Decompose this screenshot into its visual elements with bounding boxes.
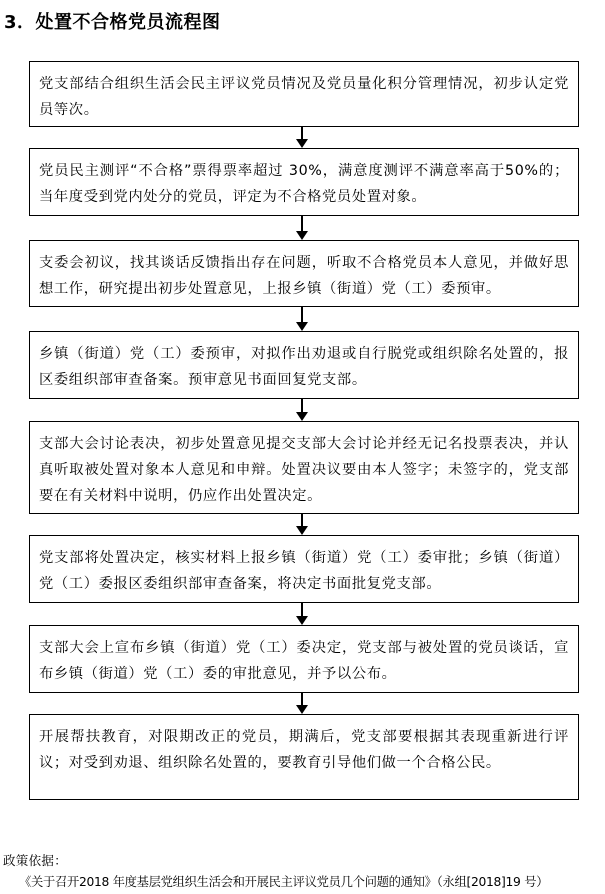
page-title: 3．处置不合格党员流程图	[4, 12, 221, 33]
flow-arrow-1	[296, 127, 308, 148]
policy-basis-document: 《关于召开2018 年度基层党组织生活会和开展民主评议党员几个问题的通知》（永组[2018]19 号）	[19, 875, 549, 889]
flow-step-8: 开展帮扶教育，对限期改正的党员，期满后，党支部要根据其表现重新进行评议；对受到劝退、组织除名处置的，要教育引导他们做一个合格公民。	[29, 714, 579, 800]
flow-step-5: 支部大会讨论表决，初步处置意见提交支部大会讨论并经无记名投票表决，并认真听取被处置对象本人意见和申辩。处置决议要由本人签字；未签字的，党支部要在有关材料中说明，仍应作出处置决定。	[29, 421, 579, 514]
flow-step-7: 支部大会上宣布乡镇（街道）党（工）委决定，党支部与被处置的党员谈话，宣布乡镇（街道）党（工）委的审批意见，并予以公布。	[29, 625, 579, 693]
flow-arrow-4	[296, 399, 308, 421]
flow-arrow-7	[296, 693, 308, 714]
flow-arrow-3	[296, 307, 308, 331]
flow-step-4: 乡镇（街道）党（工）委预审，对拟作出劝退或自行脱党或组织除名处置的，报区委组织部审查备案。预审意见书面回复党支部。	[29, 331, 579, 399]
flow-step-2: 党员民主测评“不合格”票得票率超过 30%，满意度测评不满意率高于50%的；当年度受到党内处分的党员，评定为不合格党员处置对象。	[29, 148, 579, 216]
flow-arrow-5	[296, 514, 308, 535]
flow-step-6: 党支部将处置决定，核实材料上报乡镇（街道）党（工）委审批；乡镇（街道）党（工）委报区委组织部审查备案，将决定书面批复党支部。	[29, 535, 579, 603]
flow-step-1: 党支部结合组织生活会民主评议党员情况及党员量化积分管理情况，初步认定党员等次。	[29, 61, 579, 127]
policy-basis-label: 政策依据：	[3, 853, 68, 868]
flow-arrow-2	[296, 216, 308, 240]
flow-step-3: 支委会初议，找其谈话反馈指出存在问题，听取不合格党员本人意见，并做好思想工作，研究提出初步处置意见，上报乡镇（街道）党（工）委预审。	[29, 240, 579, 307]
flow-arrow-6	[296, 603, 308, 625]
